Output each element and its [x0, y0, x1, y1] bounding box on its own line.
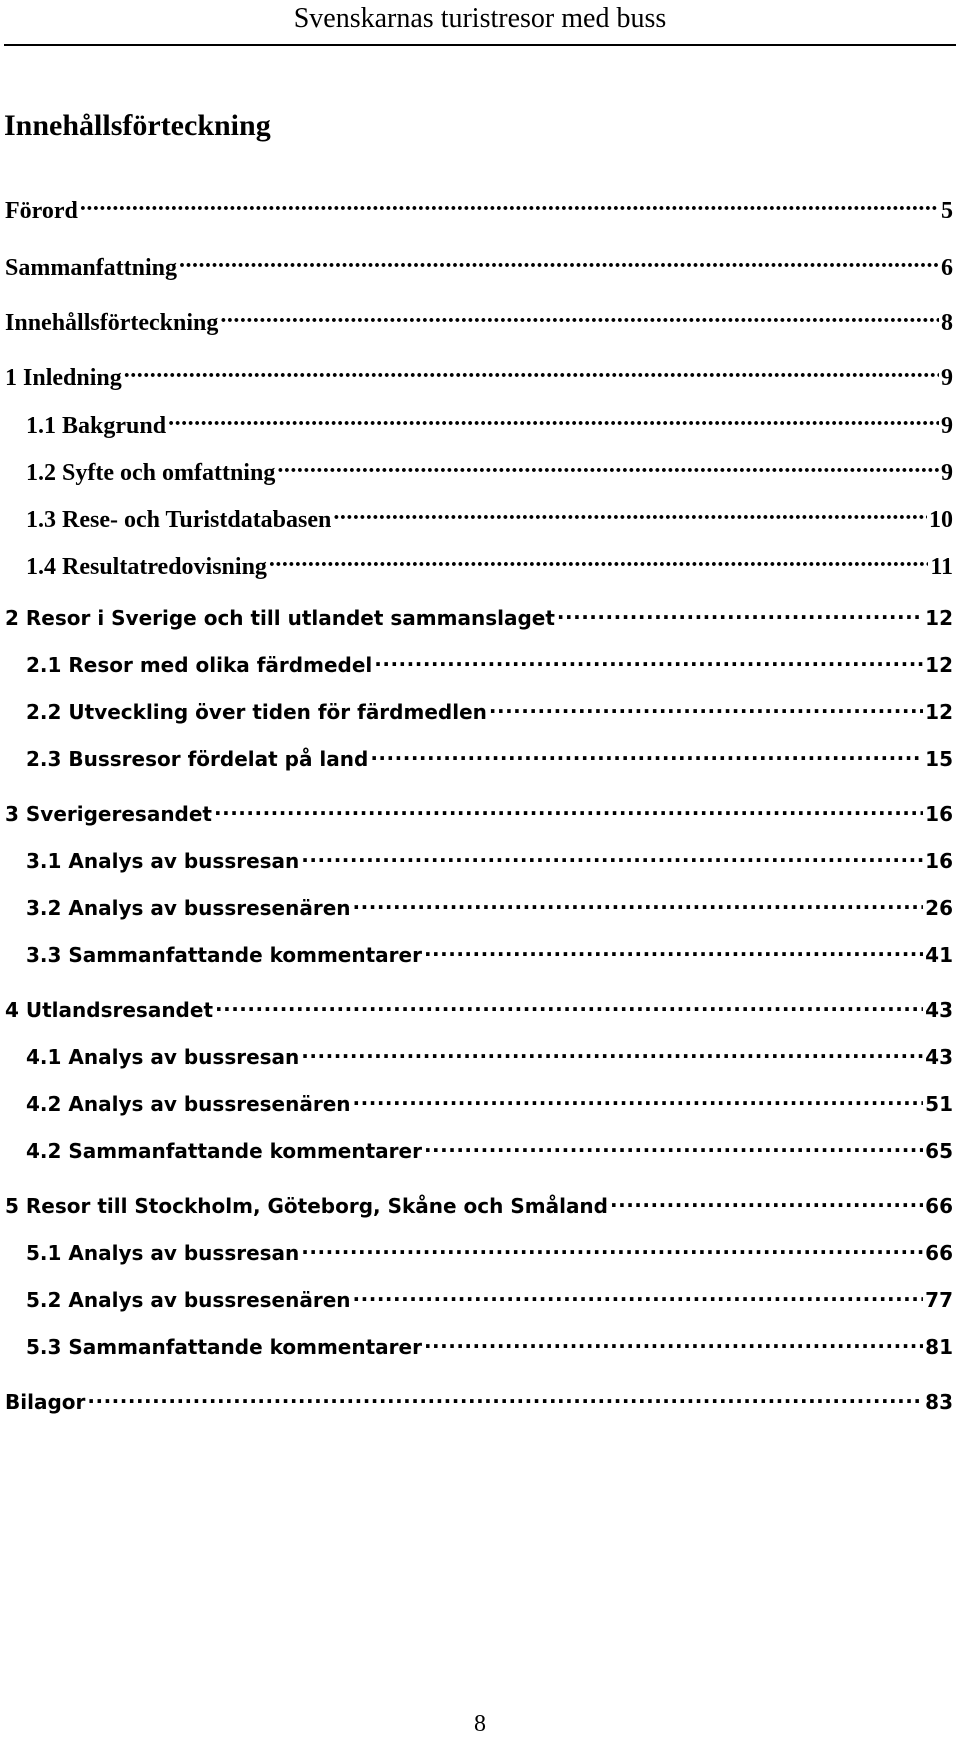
dot-leader [80, 194, 939, 218]
toc-entry-page: 12 [925, 653, 953, 677]
toc-entry-chapter-4[interactable] [5, 997, 953, 1022]
toc-entry-label: 1.2 Syfte och omfattning [26, 460, 276, 486]
dot-leader [353, 895, 924, 915]
toc-entry-section-2-2[interactable] [26, 699, 953, 724]
toc-entry-section-5-2[interactable] [26, 1287, 953, 1312]
page-number: 8 [474, 1711, 486, 1737]
dot-leader [424, 942, 923, 962]
dot-leader [214, 801, 923, 821]
toc-entry-section-5-1[interactable] [26, 1240, 953, 1265]
toc-entry-section-4-3[interactable] [26, 1138, 953, 1163]
toc-entry-page: 9 [941, 413, 953, 439]
toc-entry-label: 1 Inledning [5, 365, 122, 391]
dot-leader [87, 1389, 923, 1409]
toc-entry-label: 4.2 Sammanfattande kommentarer [26, 1139, 422, 1163]
toc-entry-page: 6 [941, 255, 953, 281]
toc-entry-page: 10 [929, 507, 953, 533]
toc-entry-section-3-3[interactable] [26, 942, 953, 967]
toc-entry-label: 3 Sverigeresandet [5, 802, 212, 826]
toc-entry-chapter-3[interactable] [5, 801, 953, 826]
toc-entry-page: 65 [925, 1139, 953, 1163]
toc-entry-page: 83 [925, 1390, 953, 1414]
toc-entry-page: 9 [941, 460, 953, 486]
toc-entry-chapter-2[interactable] [5, 605, 953, 630]
toc-entry-label: 5.1 Analys av bussresan [26, 1241, 300, 1265]
toc-entry-section-1-3[interactable] [26, 503, 953, 534]
toc-entry-page: 43 [925, 998, 953, 1022]
toc-entry-label: 3.3 Sammanfattande kommentarer [26, 943, 422, 967]
toc-entry-label: Bilagor [5, 1390, 86, 1414]
toc-entry-page: 66 [925, 1241, 953, 1265]
toc-entry-section-5-3[interactable] [26, 1334, 953, 1359]
toc-entry-label: 2.3 Bussresor fördelat på land [26, 747, 369, 771]
toc-entry-section-3-2[interactable] [26, 895, 953, 920]
running-header: Svenskarnas turistresor med buss [293, 3, 667, 34]
toc-entry-section-4-2[interactable] [26, 1091, 953, 1116]
toc-entry-page: 12 [925, 700, 953, 724]
toc-entry-label: 4.1 Analys av bussresan [26, 1045, 300, 1069]
dot-leader [269, 550, 928, 574]
toc-entry-label: 1.4 Resultatredovisning [26, 554, 267, 580]
toc-entry-section-4-1[interactable] [26, 1044, 953, 1069]
header-rule [4, 44, 956, 46]
dot-leader [215, 997, 923, 1017]
dot-leader [277, 456, 939, 480]
dot-leader [370, 746, 923, 766]
toc-entry-label: 2.1 Resor med olika färdmedel [26, 653, 373, 677]
dot-leader [424, 1334, 923, 1354]
toc-entry-label: 1.1 Bakgrund [26, 413, 167, 439]
toc-entry-page: 66 [925, 1194, 953, 1218]
dot-leader [301, 848, 923, 868]
toc-entry-page: 51 [925, 1092, 953, 1116]
toc-entry-label: 5.3 Sammanfattande kommentarer [26, 1335, 422, 1359]
toc-entry-label: 3.2 Analys av bussresenären [26, 896, 351, 920]
dot-leader [220, 306, 939, 330]
toc-entry-section-3-1[interactable] [26, 848, 953, 873]
dot-leader [557, 605, 923, 625]
dot-leader [489, 699, 923, 719]
toc-entry-label: 5 Resor till Stockholm, Göteborg, Skåne och Småland [5, 1194, 608, 1218]
toc-entry-page: 77 [925, 1288, 953, 1312]
dot-leader [179, 251, 939, 275]
toc-entry-label: 2 Resor i Sverige och till utlandet sammanslaget [5, 606, 555, 630]
toc-entry-sammanfattning[interactable] [5, 251, 953, 282]
toc-entry-section-2-1[interactable] [26, 652, 953, 677]
toc-entry-label: 1.3 Rese- och Turistdatabasen [26, 507, 332, 533]
dot-leader [353, 1287, 924, 1307]
toc-entry-page: 11 [930, 554, 953, 580]
toc-entry-page: 8 [941, 310, 953, 336]
dot-leader [333, 503, 927, 527]
toc-entry-label: Sammanfattning [5, 255, 178, 281]
dot-leader [610, 1193, 923, 1213]
toc-entry-page: 9 [941, 365, 953, 391]
toc-entry-label: 2.2 Utveckling över tiden för färdmedlen [26, 700, 487, 724]
toc-entry-bilagor[interactable] [5, 1389, 953, 1414]
toc-entry-page: 12 [925, 606, 953, 630]
toc-entry-label: 5.2 Analys av bussresenären [26, 1288, 351, 1312]
toc-entry-label: Förord [5, 198, 78, 224]
toc-title: Innehållsförteckning [4, 109, 271, 142]
toc-entry-section-1-4[interactable] [26, 550, 953, 581]
toc-entry-label: Innehållsförteckning [5, 310, 219, 336]
toc-entry-forord[interactable] [5, 194, 953, 225]
toc-entry-page: 16 [925, 849, 953, 873]
dot-leader [124, 361, 939, 385]
dot-leader [353, 1091, 924, 1111]
toc-entry-label: 3.1 Analys av bussresan [26, 849, 300, 873]
toc-entry-page: 43 [925, 1045, 953, 1069]
toc-entry-section-1-2[interactable] [26, 456, 953, 487]
toc-entry-page: 26 [925, 896, 953, 920]
toc-entry-page: 16 [925, 802, 953, 826]
dot-leader [168, 409, 939, 433]
toc-entry-innehallsforteckning[interactable] [5, 306, 953, 337]
toc-entry-page: 41 [925, 943, 953, 967]
dot-leader [374, 652, 923, 672]
toc-entry-page: 5 [941, 198, 953, 224]
dot-leader [301, 1240, 923, 1260]
dot-leader [301, 1044, 923, 1064]
dot-leader [424, 1138, 923, 1158]
toc-entry-label: 4 Utlandsresandet [5, 998, 213, 1022]
toc-entry-section-1-1[interactable] [26, 409, 953, 440]
toc-entry-chapter-5[interactable] [5, 1193, 953, 1218]
toc-entry-label: 4.2 Analys av bussresenären [26, 1092, 351, 1116]
toc-entry-section-2-3[interactable] [26, 746, 953, 771]
toc-entry-page: 81 [925, 1335, 953, 1359]
toc-entry-page: 15 [925, 747, 953, 771]
toc-entry-chapter-1[interactable] [5, 361, 953, 392]
